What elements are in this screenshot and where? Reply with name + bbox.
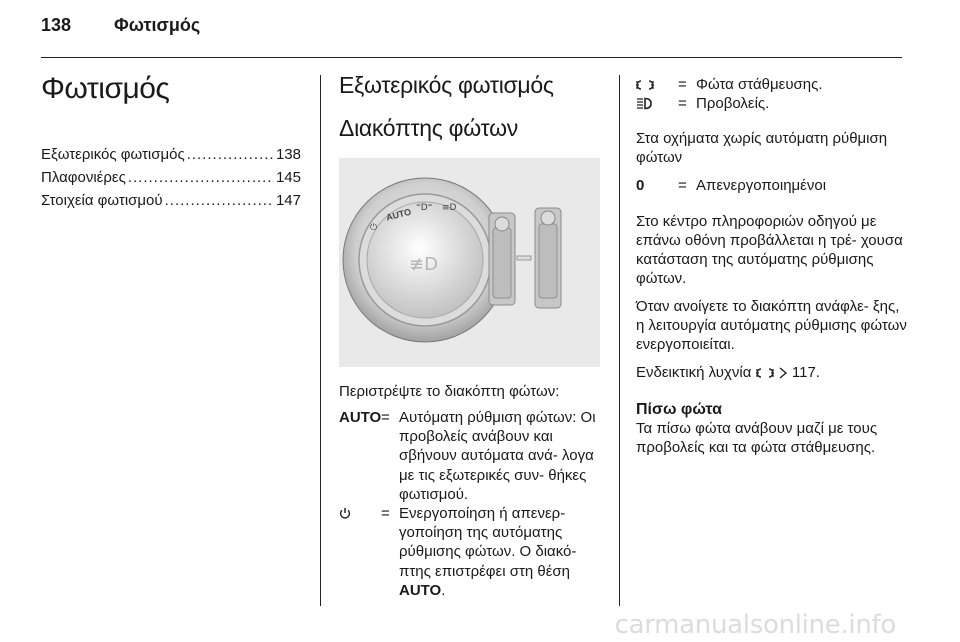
definition-item (636, 94, 908, 113)
parking-light-icon (756, 364, 774, 381)
definition-text: Αυτόματη ρύθμιση φώτων: Οι προβολείς ανάβουν και σβήνουν αυτόματα ανά- λογα με τις εξωτερικές συν- θήκες φωτισμού. (399, 409, 596, 503)
page-reference-icon (778, 364, 788, 381)
column-main (339, 72, 605, 600)
toc-item-label: Στοιχεία φωτισμού (41, 192, 163, 209)
toc-leader-dots (165, 189, 274, 212)
definition-item (636, 176, 908, 195)
light-switch-illustration (339, 158, 600, 367)
definition-key: 0 (636, 177, 645, 195)
definition-separator: = (381, 409, 390, 426)
header-section-title: Φωτισμός (114, 15, 201, 35)
page-number: 138 (41, 15, 72, 35)
svg-text:⏻: ⏻ (370, 222, 378, 232)
column-toc (41, 72, 301, 212)
svg-text:⁼D⁼: ⁼D⁼ (416, 203, 433, 213)
paragraph-no-auto: Στα οχήματα χωρίς αυτόματη ρύθμιση φώτων (636, 130, 888, 167)
toc-item[interactable] (41, 143, 301, 166)
definition-item (339, 408, 605, 504)
watermark: carmanualsonline.info (614, 610, 896, 640)
definition-list (339, 408, 605, 600)
headlight-icon (636, 94, 678, 113)
definition-text-end: . (441, 581, 446, 599)
definition-separator: = (678, 76, 687, 93)
toc-item-label: Εξωτερικός φωτισμός (41, 146, 185, 163)
toc-item-label: Πλαφονιέρες (41, 169, 126, 186)
column-right (636, 75, 908, 457)
toc-leader-dots (187, 143, 274, 166)
definition-item (636, 75, 908, 94)
chapter-title: Φωτισμός (41, 72, 170, 105)
definition-text-bold: AUTO (399, 581, 442, 599)
dial-label-headlight: ≡D (442, 203, 457, 213)
paragraph-driver-info: Στο κέντρο πληροφοριών οδηγού με επάνω οθόνη προβάλλεται η τρέ- χουσα κατάσταση της αυτόματης ρύθμισης φώτων. (636, 212, 903, 287)
toc-item-page: 145 (275, 169, 301, 186)
rear-lights-heading: Πίσω φώτα (636, 400, 722, 418)
definition-item (339, 504, 605, 600)
svg-text:≢D: ≢D (409, 254, 438, 275)
subsection-heading: Διακόπτης φώτων (339, 115, 518, 141)
column-divider-1 (320, 75, 321, 606)
definition-text-wrap (399, 504, 605, 600)
header-rule (41, 57, 902, 58)
column-divider-2 (619, 75, 620, 606)
parking-light-icon (636, 75, 678, 94)
definition-separator: = (678, 95, 687, 113)
intro-text: Περιστρέψτε το διακόπτη φώτων: (339, 383, 560, 400)
paragraph-indicator (636, 363, 908, 382)
definition-text: Ενεργοποίηση ή απενερ- γοποίηση της αυτόματης ρύθμισης φώτων. Ο διακό- πτης επιστρέφει στη θέση (399, 505, 577, 580)
indicator-prefix: Ενδεικτική λυχνία (636, 363, 752, 381)
definition-text: Προβολείς. (696, 95, 770, 113)
section-heading: Εξωτερικός φωτισμός (339, 72, 554, 98)
toc-item-page: 147 (275, 192, 301, 209)
toc-leader-dots (128, 166, 274, 189)
definition-text: Απενεργοποιημένοι (696, 177, 827, 195)
definition-key: AUTO (339, 409, 382, 426)
table-of-contents (41, 143, 301, 212)
power-icon (339, 504, 381, 600)
paragraph-ignition: Όταν ανοίγετε το διακόπτη ανάφλε- ξης, η λειτουργία αυτόματης ρύθμισης φώτων ενεργοποιείται. (636, 297, 907, 353)
rear-lights-text: Τα πίσω φώτα ανάβουν μαζί με τους προβολείς και τα φώτα στάθμευσης. (636, 419, 878, 456)
definition-separator: = (381, 505, 390, 523)
dial-label-auto: AUTO (385, 206, 413, 223)
indicator-page-ref[interactable]: 117. (791, 363, 820, 381)
toc-item[interactable] (41, 166, 301, 189)
light-switch-photo (339, 158, 600, 367)
definition-text: Φώτα στάθμευσης. (696, 76, 823, 93)
definition-separator: = (678, 177, 687, 195)
toc-item-page: 138 (275, 146, 301, 163)
toc-item[interactable] (41, 189, 301, 212)
